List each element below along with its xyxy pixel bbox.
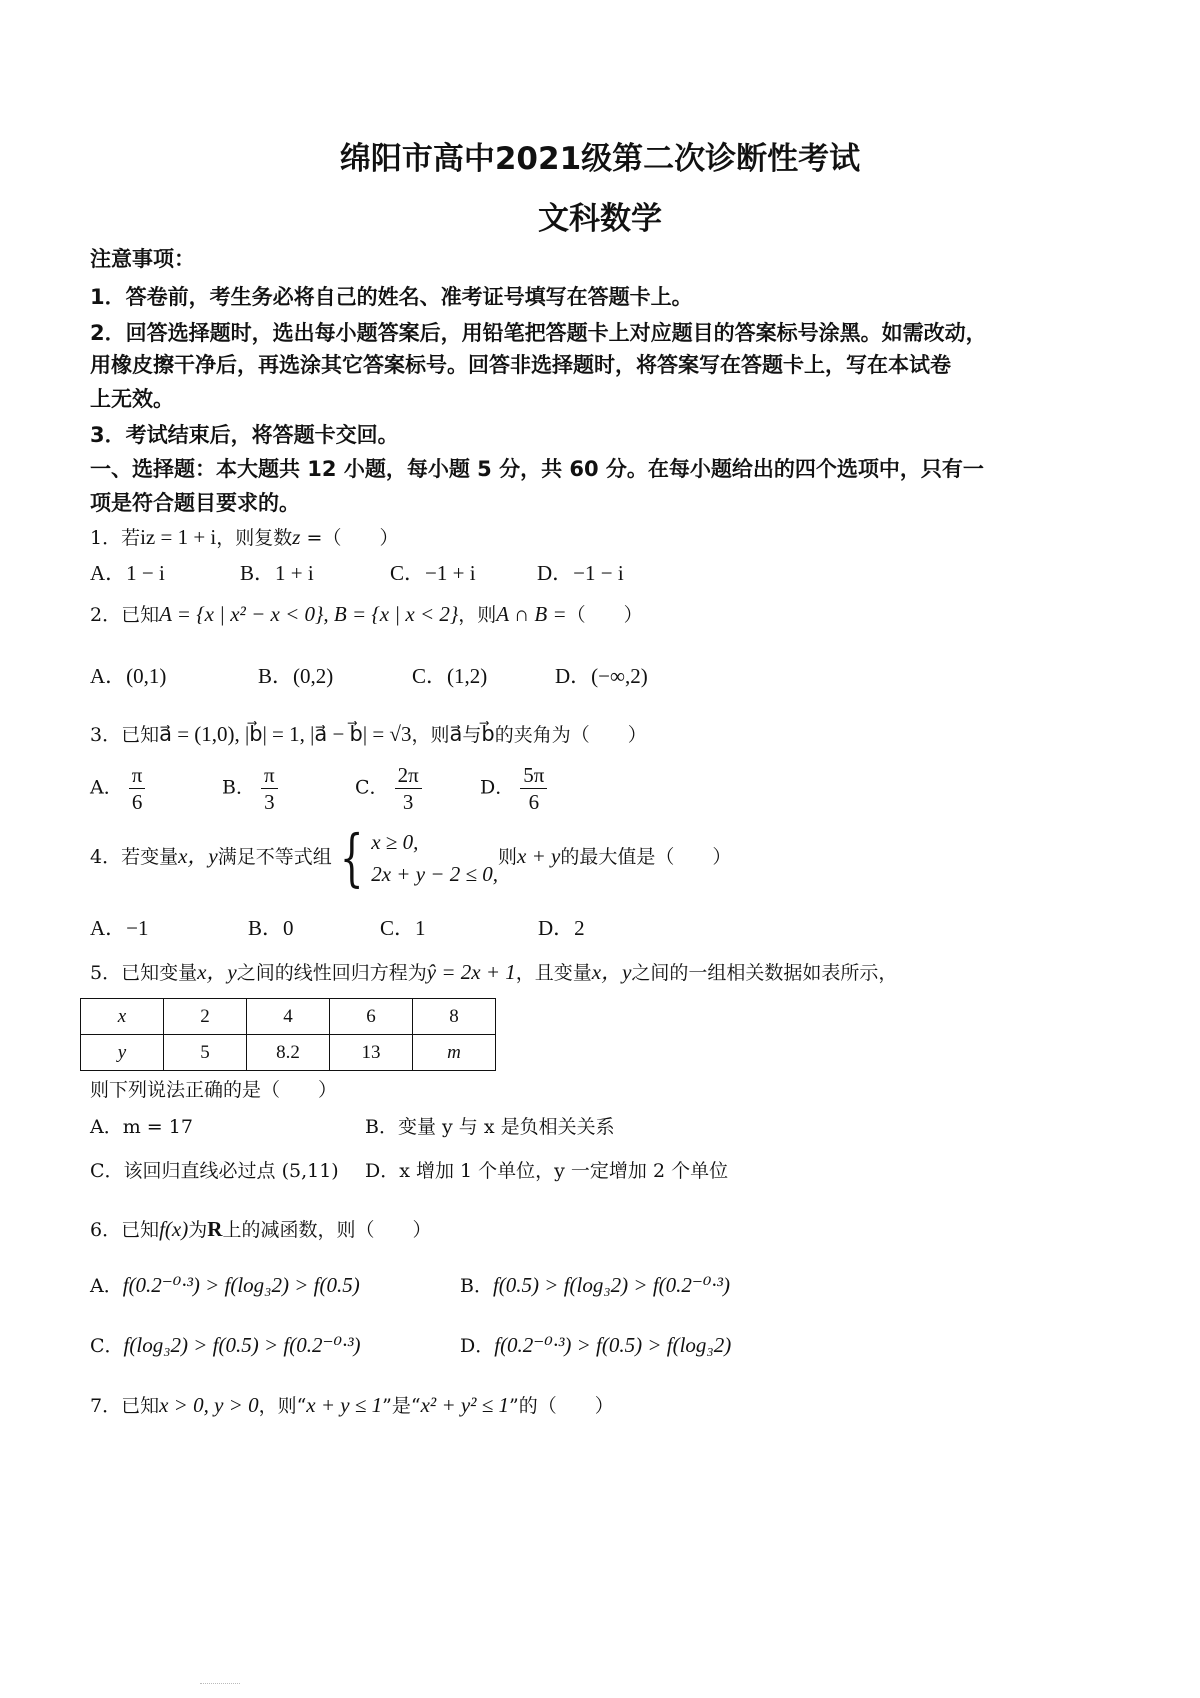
table-cell: 13 [330, 1035, 413, 1071]
data-table [80, 998, 496, 1071]
option-d [460, 1331, 731, 1358]
question-number: 2．已知 [90, 604, 160, 626]
math-expr: x² + y² ≤ 1 [420, 1393, 510, 1417]
question-text: ，则 [458, 604, 497, 626]
option-d: D．2 [538, 916, 585, 940]
answer-blank: ”的（ ） [509, 1395, 614, 1417]
table-cell: 4 [247, 999, 330, 1035]
notes-item: 上无效。 [90, 387, 174, 411]
notes-item: 用橡皮擦干净后，再选涂其它答案标号。回答非选择题时，将答案写在答题卡上，写在本试卷 [90, 353, 951, 377]
question-text: 为 [188, 1219, 208, 1241]
option-letter: A． [90, 1275, 123, 1297]
option-d: D．−1 − i [537, 561, 624, 585]
math-expr: f(0.2⁻⁰·³) > f(0.5) > f(log₃2) [494, 1333, 732, 1357]
denominator: 6 [528, 790, 540, 814]
question-6 [90, 1215, 431, 1242]
math-expr: f(x) [159, 1217, 189, 1241]
option-c: C．1 [380, 916, 426, 940]
option-letter: C． [355, 776, 389, 799]
question-2 [90, 600, 643, 627]
option-d: D．x 增加 1 个单位，y 一定增加 2 个单位 [365, 1160, 729, 1182]
denominator: 3 [402, 790, 414, 814]
exam-subject: 文科数学 [538, 201, 662, 237]
math-expr: x + y [517, 844, 561, 868]
section-heading-cont: 项是符合题目要求的。 [90, 491, 300, 515]
question-7 [90, 1391, 614, 1418]
math-expr: f(log₃2) > f(0.5) > f(0.2⁻⁰·³) [123, 1333, 361, 1357]
math-var: b⃗ [481, 722, 495, 746]
fraction [395, 762, 422, 815]
option-a: A．1 − i [90, 561, 165, 585]
exam-title: 绵阳市高中2021级第二次诊断性考试 [339, 141, 861, 177]
left-brace: { [339, 821, 364, 894]
option-letter: B． [460, 1275, 493, 1297]
option-a: A．(0,1) [90, 664, 167, 688]
question-5 [90, 956, 897, 986]
math-var: z [292, 525, 301, 549]
table-row [81, 1035, 496, 1071]
question-1 [90, 523, 398, 550]
option-b: B．变量 y 与 x 是负相关关系 [365, 1116, 615, 1138]
question-number: 5．已知变量 [90, 962, 198, 984]
question-text: ，则“ [258, 1395, 307, 1417]
question-text: ”是“ [382, 1395, 421, 1417]
table-cell: m [413, 1035, 496, 1071]
question-5-prompt: 则下列说法正确的是（ ） [90, 1079, 338, 1101]
option-d: D．(−∞,2) [555, 664, 648, 688]
answer-blank: 的夹角为（ ） [494, 724, 647, 746]
math-expr: iz = 1 + i [140, 525, 217, 549]
numerator: π [261, 762, 278, 789]
math-expr: A ∩ B = [496, 602, 567, 626]
numerator: π [129, 762, 146, 789]
answer-blank: 的最大值是（ ） [560, 846, 732, 868]
question-text: 与 [462, 724, 482, 746]
question-4 [90, 821, 732, 894]
question-number: 4．若变量 [90, 846, 179, 868]
notes-item: 3．考试结束后，将答题卡交回。 [90, 423, 399, 447]
answer-blank: （ ） [566, 604, 643, 626]
option-letter: B． [222, 776, 255, 799]
question-text: 则 [497, 846, 517, 868]
section-heading: 一、选择题：本大题共 12 小题，每小题 5 分，共 60 分。在每小题给出的四个选项中，只有一 [90, 457, 984, 481]
option-c: C．−1 + i [390, 561, 476, 585]
option-c [355, 762, 422, 815]
question-text: 之间的线性回归方程为 [236, 962, 427, 984]
numerator: 2π [395, 762, 422, 789]
math-var: x，y [178, 844, 218, 868]
option-c [90, 1331, 361, 1358]
question-text: ，且变量 [515, 962, 592, 984]
option-d [480, 762, 547, 815]
math-expr: f(0.2⁻⁰·³) > f(log₃2) > f(0.5) [122, 1273, 360, 1297]
option-letter: D． [460, 1335, 495, 1357]
answer-blank: =（ ） [300, 527, 399, 549]
question-3 [90, 720, 647, 747]
option-b: B．(0,2) [258, 664, 334, 688]
option-letter: A． [90, 776, 123, 799]
denominator: 6 [131, 790, 143, 814]
question-text: 之间的一组相关数据如表所示， [631, 962, 898, 984]
footer-mark [200, 1683, 240, 1686]
table-cell: y [81, 1035, 164, 1071]
inequality: 2x + y − 2 ≤ 0, [371, 862, 498, 886]
math-var: x，y [591, 960, 632, 984]
inequality-system [371, 826, 498, 890]
notes-heading: 注意事项： [90, 247, 195, 271]
option-a: A．−1 [90, 916, 149, 940]
fraction [520, 762, 547, 815]
math-expr: x + y ≤ 1 [306, 1393, 383, 1417]
table-cell: x [81, 999, 164, 1035]
math-expr: A = {x | x² − x < 0}, B = {x | x < 2} [159, 602, 459, 626]
question-number: 3．已知 [90, 724, 160, 746]
math-var: x，y [197, 960, 237, 984]
table-cell: 6 [330, 999, 413, 1035]
fraction [129, 762, 146, 815]
table-row [81, 999, 496, 1035]
notes-item: 1．答卷前，考生务必将自己的姓名、准考证号填写在答题卡上。 [90, 285, 693, 309]
option-b [460, 1271, 730, 1298]
option-a [90, 762, 145, 815]
option-a [90, 1271, 360, 1298]
inequality: x ≥ 0, [371, 830, 419, 854]
option-b: B．1 + i [240, 561, 314, 585]
table-cell: 8.2 [247, 1035, 330, 1071]
option-c: C．该回归直线必过点 (5,11) [90, 1160, 339, 1182]
option-letter: D． [480, 776, 515, 799]
denominator: 3 [264, 790, 275, 814]
question-text: 满足不等式组 [217, 846, 332, 868]
real-set-symbol: R [207, 1217, 223, 1241]
math-var: a⃗ [449, 722, 463, 746]
math-expr: x > 0, y > 0 [159, 1393, 259, 1417]
numerator: 5π [520, 762, 547, 789]
notes-item: 2．回答选择题时，选出每小题答案后，用铅笔把答题卡上对应题目的答案标号涂黑。如需改动， [90, 321, 987, 345]
option-b: B．0 [248, 916, 294, 940]
math-expr: a⃗ = (1,0), |b⃗| = 1, |a⃗ − b⃗| = √3 [159, 722, 412, 746]
option-c: C．(1,2) [412, 664, 488, 688]
option-letter: C． [90, 1335, 124, 1357]
question-number: 7．已知 [90, 1395, 160, 1417]
table-cell: 8 [413, 999, 496, 1035]
math-expr: ŷ = 2x + 1 [426, 960, 516, 984]
question-number: 6．已知 [90, 1219, 160, 1241]
table-cell: 2 [164, 999, 247, 1035]
math-expr: f(0.5) > f(log₃2) > f(0.2⁻⁰·³) [492, 1273, 730, 1297]
question-number: 1．若 [90, 527, 141, 549]
question-text: ，则复数 [216, 527, 293, 549]
option-b [222, 762, 278, 815]
option-a: A．m = 17 [90, 1116, 193, 1138]
question-text: ，则 [411, 724, 450, 746]
table-cell: 5 [164, 1035, 247, 1071]
question-text: 上的减函数，则（ ） [222, 1219, 432, 1241]
fraction [261, 762, 278, 815]
